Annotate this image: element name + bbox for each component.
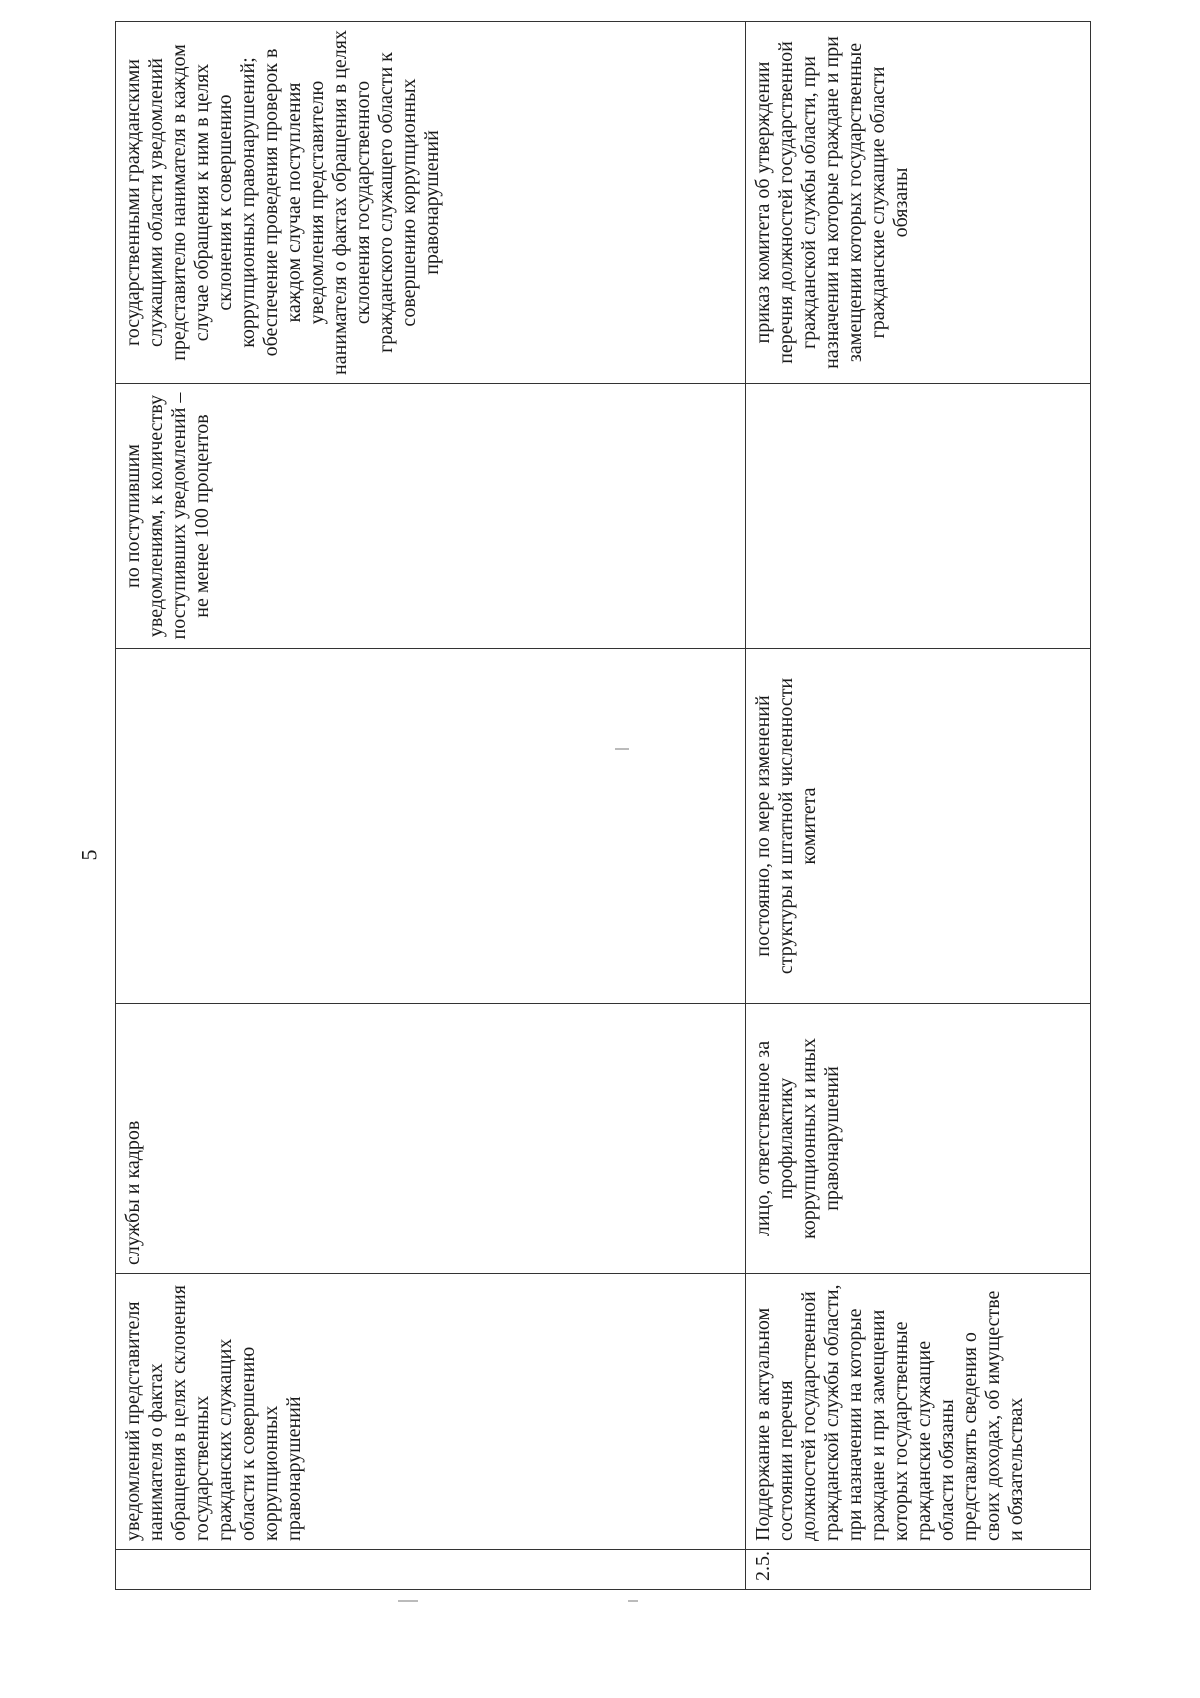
scan-mark xyxy=(615,748,629,750)
cell-responsible: службы и кадров xyxy=(116,1004,746,1274)
cell-result: приказ комитета об утверждении перечня должностей государственной гражданской службы области, при назначении на которые граждане и при замещении которых государственные гражданские служащие области обязаны xyxy=(746,22,1091,384)
scan-mark xyxy=(398,1600,418,1602)
cell-number xyxy=(116,1550,746,1590)
measures-table xyxy=(115,21,1091,1590)
rotated-table-frame xyxy=(115,22,1135,1590)
page-number: 5 xyxy=(76,849,102,861)
cell-indicator xyxy=(746,384,1091,649)
cell-result: государственными гражданскими служащими области уведомлений представителю нанимателя в каждом случае обращения к ним в целях склонения к совершению коррупционных правонарушений; обеспечение проведения проверок в каждом случае поступления уведомления представителю нанимателя о фактах обращения в целях склонения государственного гражданского служащего области к совершению коррупционных правонарушений xyxy=(116,22,746,384)
cell-measure: Поддержание в актуальном состоянии перечня должностей государственной гражданской службы области, при назначении на которые граждане и при замещении которых государственные гражданские служащие области обязаны представлять сведения о своих доходах, об имуществе и обязательствах xyxy=(746,1274,1091,1550)
cell-measure: уведомлений представителя нанимателя о фактах обращения в целях склонения государственных гражданских служащих области к совершению коррупционных правонарушений xyxy=(116,1274,746,1550)
table-row xyxy=(746,22,1091,1590)
cell-responsible: лицо, ответственное за профилактику коррупционных и иных правонарушений xyxy=(746,1004,1091,1274)
cell-deadline: постоянно, по мере изменений структуры и штатной численности комитета xyxy=(746,649,1091,1004)
cell-number: 2.5. xyxy=(746,1550,1091,1590)
table-row xyxy=(116,22,746,1590)
cell-deadline xyxy=(116,649,746,1004)
scan-mark xyxy=(628,1600,638,1602)
cell-indicator: по поступившим уведомлениям, к количеству поступивших уведомлений – не менее 100 процентов xyxy=(116,384,746,649)
